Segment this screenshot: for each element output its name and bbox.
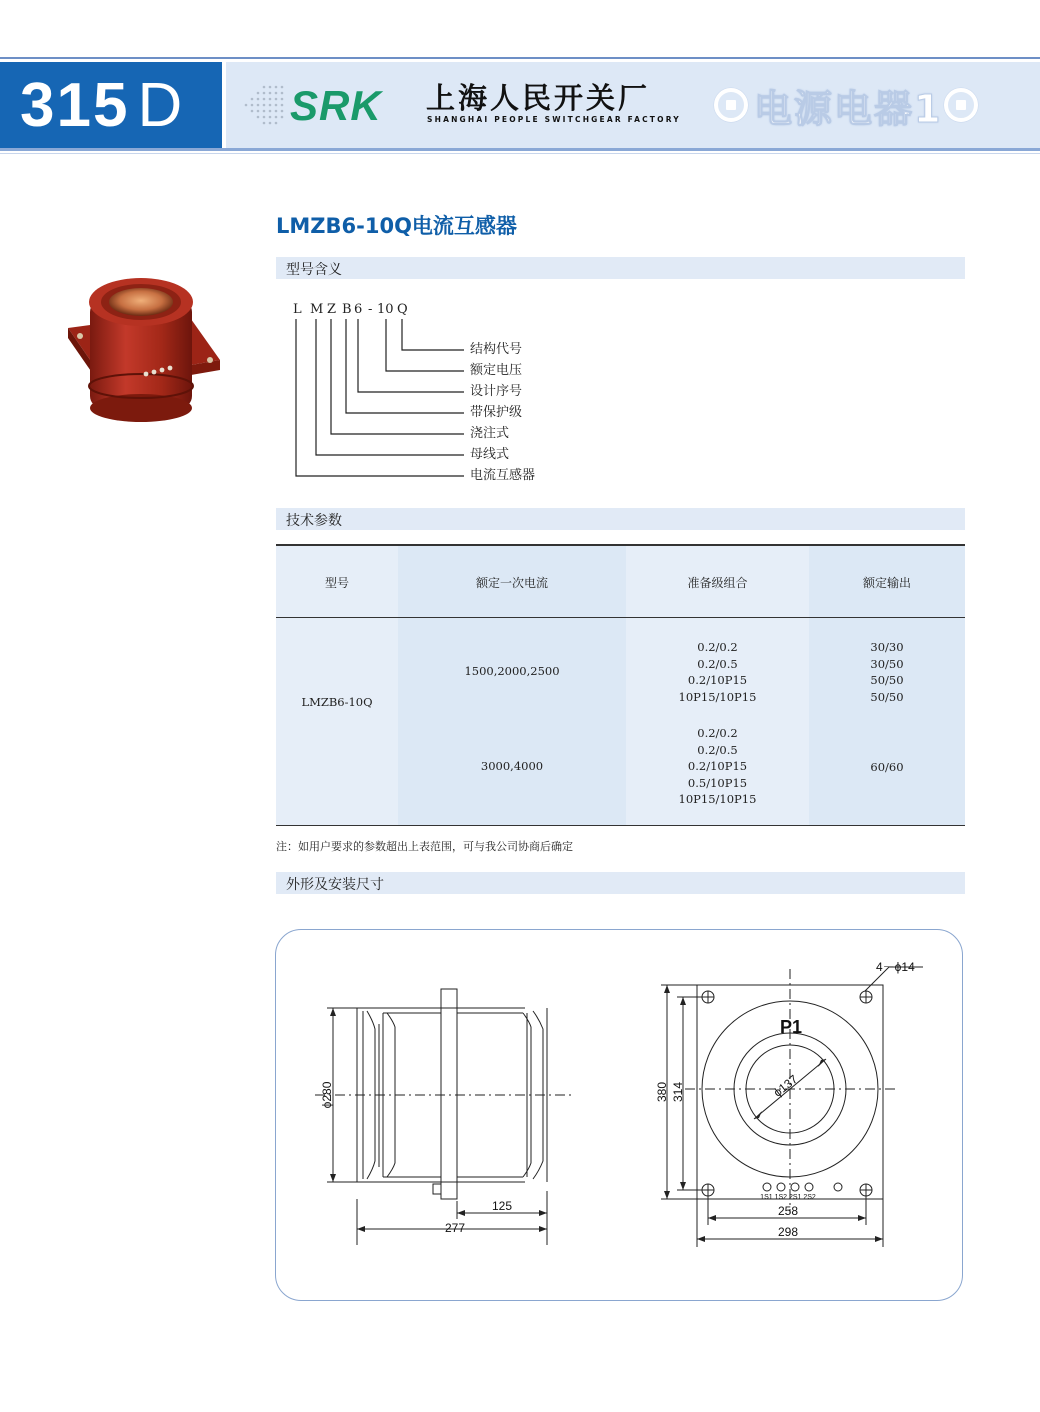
dim-text-bore: ϕ137	[770, 1072, 801, 1100]
dim-text-diameter: ϕ280	[320, 1081, 334, 1109]
dim-text-height-inner: 314	[671, 1081, 685, 1103]
model-code-char: 10	[377, 302, 394, 317]
output-value: 60/60	[870, 760, 904, 774]
table-cell-model: LMZB6-10Q	[301, 695, 373, 709]
section-heading: 外形及安装尺寸	[286, 877, 384, 893]
table-note: 注：如用户要求的参数超出上表范围，可与我公司协商后确定	[276, 840, 573, 853]
table-cell-combos	[626, 639, 809, 705]
table-cell-current: 1500,2000,2500	[464, 664, 560, 678]
model-code-char: -	[368, 302, 373, 317]
model-code-char: 6	[354, 302, 363, 317]
table-top-rule	[276, 544, 965, 546]
model-code-char: M	[310, 302, 324, 317]
terminal-label-p1: P1	[779, 1017, 803, 1037]
brand-logo: SRK	[290, 82, 382, 129]
page-number-suffix: D	[137, 71, 185, 140]
model-meaning-label: 母线式	[470, 447, 510, 462]
dimension-drawing	[275, 929, 963, 1301]
section-heading: 技术参数	[286, 513, 342, 529]
model-meaning-label: 电流互感器	[470, 468, 536, 483]
output-value: 50/50	[870, 689, 904, 704]
page-number-digits: 315	[20, 71, 130, 140]
model-meaning-label: 浇注式	[470, 426, 510, 441]
company-name-en: SHANGHAI PEOPLE SWITCHGEAR FACTORY	[427, 115, 681, 124]
model-code-char: L	[293, 302, 302, 317]
model-code-char: Q	[397, 302, 408, 317]
table-header-cell: 额定输出	[862, 576, 911, 590]
dim-text-length-total: 277	[444, 1221, 466, 1235]
model-meaning-label: 设计序号	[470, 384, 523, 399]
model-meaning-connector-lines	[0, 0, 1040, 500]
section-label-text: 电源电器1	[754, 86, 943, 131]
output-value: 30/50	[870, 656, 904, 671]
tech-params-table	[276, 544, 965, 826]
table-header-rule	[276, 617, 965, 618]
product-title: LMZB6-10Q电流互感器	[276, 214, 517, 238]
side-view-flange	[441, 989, 457, 1199]
output-value: 50/50	[870, 673, 904, 688]
section-bar-tech-params	[276, 508, 965, 530]
combo-value: 10P15/10P15	[678, 689, 757, 704]
combo-value: 0.2/10P15	[687, 759, 748, 774]
model-meaning-label: 结构代号	[470, 342, 523, 357]
dim-text-width-inner: 258	[777, 1204, 799, 1218]
combo-value: 0.5/10P15	[687, 775, 748, 790]
table-bottom-rule	[276, 825, 965, 826]
combo-value: 0.2/0.5	[697, 742, 738, 757]
dim-text-width-outer: 298	[777, 1225, 799, 1239]
table-cell-outputs	[809, 759, 965, 776]
table-header-cell: 额定一次电流	[475, 576, 548, 590]
model-code-char: Z	[327, 302, 337, 317]
table-cell-combos	[626, 725, 809, 808]
dim-text-holes: 4－ϕ14	[876, 960, 915, 974]
model-meaning-label: 带保护级	[470, 405, 523, 420]
combo-value: 0.2/0.2	[697, 640, 738, 654]
table-cell-current: 3000,4000	[480, 759, 544, 773]
table-cell-outputs	[809, 639, 965, 705]
combo-value: 0.2/10P15	[687, 673, 748, 688]
section-bar-dimensions	[276, 872, 965, 894]
model-meaning-label: 额定电压	[470, 363, 523, 378]
table-header-cell: 型号	[324, 576, 349, 590]
combo-value: 10P15/10P15	[678, 792, 757, 807]
combo-value: 0.2/0.2	[697, 726, 738, 740]
section-heading: 型号含义	[286, 262, 342, 278]
table-header-cell: 准备级组合	[687, 576, 748, 590]
dim-text-height-outer: 380	[655, 1081, 669, 1103]
terminal-markings: 1S1 1S2 2S1 2S2	[760, 1194, 816, 1201]
model-code-char: B	[342, 302, 352, 317]
company-name-cn: 上海人民开关厂	[426, 81, 651, 115]
output-value: 30/30	[870, 640, 904, 654]
combo-value: 0.2/0.5	[697, 656, 738, 671]
dim-text-length-part: 125	[491, 1199, 513, 1213]
